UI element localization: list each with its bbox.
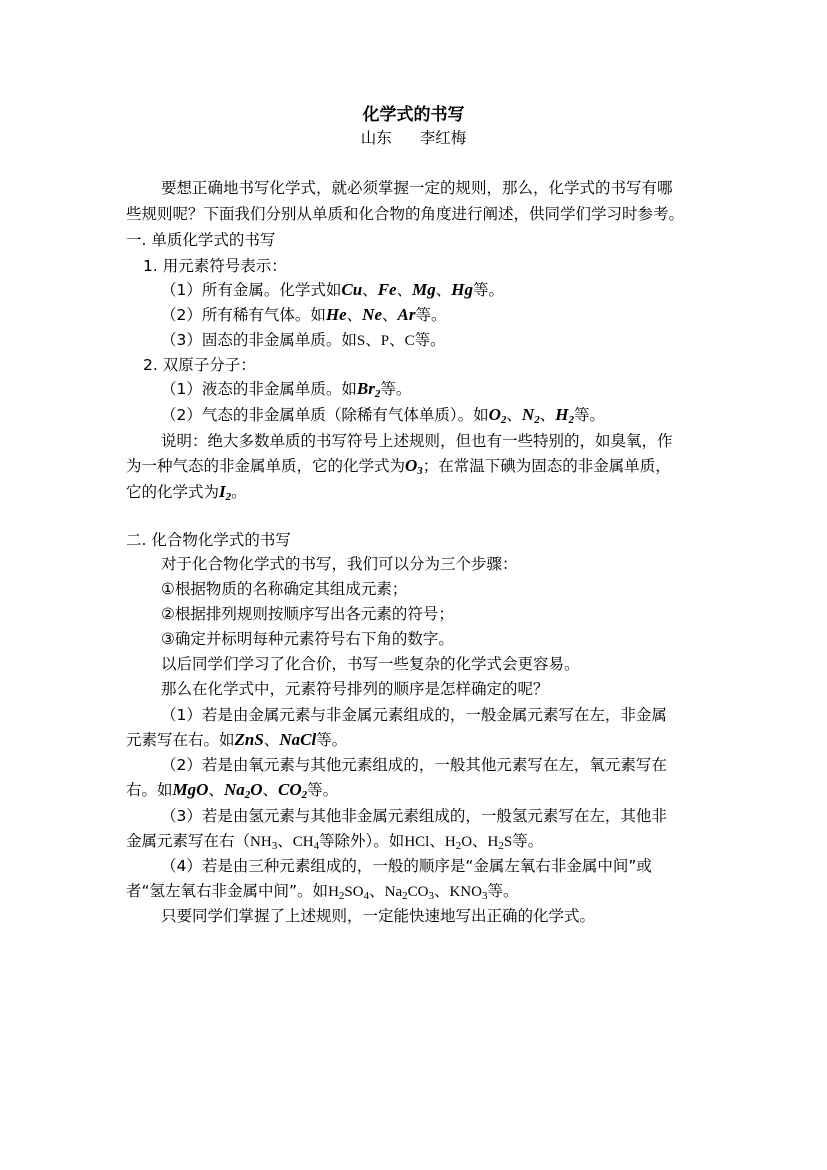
formula-s: S [356, 333, 366, 349]
section1-sub2: 2. 双原子分子： [143, 356, 256, 374]
formula-o3: $O_3$ [405, 456, 423, 477]
rule1-line-1: （1）若是由金属元素与非金属元素组成的，一般金属元素写在左，非金属 [161, 706, 667, 724]
rule3-line-2: 金属元素写在右（$NH_3$、$CH_4$等除外）。如HCl、$H_2O$、$H_2S$等。 [126, 832, 544, 852]
author-line [0, 126, 827, 148]
formula-hg: Hg [451, 280, 473, 299]
formula-h2: $H_2$ [555, 405, 574, 426]
formula-i2: $I_2$ [219, 482, 232, 503]
section1-item2: （2）所有稀有气体。如He、Ne、Ar等。 [161, 305, 447, 324]
section2-step2: ②根据排列规则按顺序写出各元素的符号； [161, 605, 454, 623]
formula-ar: Ar [397, 305, 416, 324]
section2-p3: 那么在化学式中，元素符号排列的顺序是怎样确定的呢？ [161, 680, 549, 698]
formula-h2s: $H_2S$ [487, 834, 513, 852]
author-name: 李红梅 [419, 129, 467, 147]
note-line-2: 为一种气态的非金属单质，它的化学式为$O_3$；在常温下碘为固态的非金属单质， [126, 456, 671, 477]
section1-item5: （2）气态的非金属单质（除稀有气体单质）。如$O_2$、$N_2$、$H_2$等。 [161, 405, 605, 426]
rule1-line-2: 元素写在右。如ZnS、NaCl等。 [126, 730, 348, 749]
section2-step3: ③确定并标明每种元素符号右下角的数字。 [161, 630, 454, 648]
formula-p: P [380, 333, 390, 349]
page-title: 化学式的书写 [362, 105, 465, 125]
formula-ne: Ne [362, 305, 382, 324]
formula-zns: ZnS [234, 730, 264, 749]
section1-heading: 一. 单质化学式的书写 [126, 231, 276, 249]
formula-c: C [404, 333, 415, 349]
intro-line-1: 要想正确地书写化学式，就必须掌握一定的规则，那么，化学式的书写有哪 [161, 179, 673, 197]
formula-hcl: HCl [404, 834, 430, 850]
section2-p2: 以后同学们学习了化合价，书写一些复杂的化学式会更容易。 [161, 655, 580, 673]
section2-p1: 对于化合物化学式的书写，我们可以分为三个步骤： [161, 555, 518, 573]
note-line-1: 说明：绝大多数单质的书写符号上述规则，但也有一些特别的，如臭氧，作 [161, 432, 673, 450]
section1-item3: （3）固态的非金属单质。如S、P、C等。 [161, 331, 446, 349]
section2-step1: ①根据物质的名称确定其组成元素； [161, 580, 408, 598]
rule2-line-2: 右。如MgO、$Na_2O$、$CO_2$等。 [126, 780, 339, 801]
section1-sub1: 1. 用元素符号表示： [143, 257, 287, 275]
formula-fe: Fe [377, 280, 397, 299]
note-line-3: 它的化学式为$I_2$。 [126, 482, 247, 503]
formula-co2: $CO_2$ [278, 780, 308, 801]
section1-item1: （1）所有金属。化学式如Cu、Fe、Mg、Hg等。 [161, 280, 504, 299]
section1-item4: （1）液态的非金属单质。如$Br_2$等。 [161, 379, 412, 400]
formula-cu: Cu [341, 280, 363, 299]
formula-na2co3: $Na_2CO_3$ [384, 884, 434, 902]
formula-nh3: $NH_3$ [250, 834, 278, 852]
formula-h2o: $H_2O$ [444, 834, 473, 852]
section2-heading: 二. 化合物化学式的书写 [126, 531, 291, 549]
rule4-line-1: （4）若是由三种元素组成的，一般的顺序是“金属左氧右非金属中间”或 [161, 857, 652, 875]
closing-line: 只要同学们掌握了上述规则，一定能快速地写出正确的化学式。 [161, 907, 596, 925]
author-province: 山东 [360, 129, 392, 147]
formula-he: He [325, 305, 347, 324]
formula-mg: Mg [412, 280, 436, 299]
formula-kno3: $KNO_3$ [449, 884, 488, 902]
formula-mgo: MgO [172, 780, 209, 799]
rule3-line-1: （3）若是由氢元素与其他非金属元素组成的，一般氢元素写在左，其他非 [161, 807, 667, 825]
formula-n2: $N_2$ [521, 405, 540, 426]
formula-o2: $O_2$ [488, 405, 507, 426]
formula-br2: $Br_2$ [356, 379, 381, 400]
formula-na2o: $Na_2O$ [223, 780, 263, 801]
rule4-line-2: 者“氢左氧右非金属中间”。如$H_2SO_4$、$Na_2CO_3$、$KNO_3$等。 [126, 882, 519, 902]
rule2-line-1: （2）若是由氧元素与其他元素组成的，一般其他元素写在左，氧元素写在 [161, 756, 667, 774]
formula-ch4: $CH_4$ [292, 834, 320, 852]
intro-line-2: 些规则呢？下面我们分别从单质和化合物的角度进行阐述，供同学们学习时参考。 [126, 205, 685, 223]
formula-h2so4: $H_2SO_4$ [328, 884, 370, 902]
formula-nacl: NaCl [279, 730, 317, 749]
